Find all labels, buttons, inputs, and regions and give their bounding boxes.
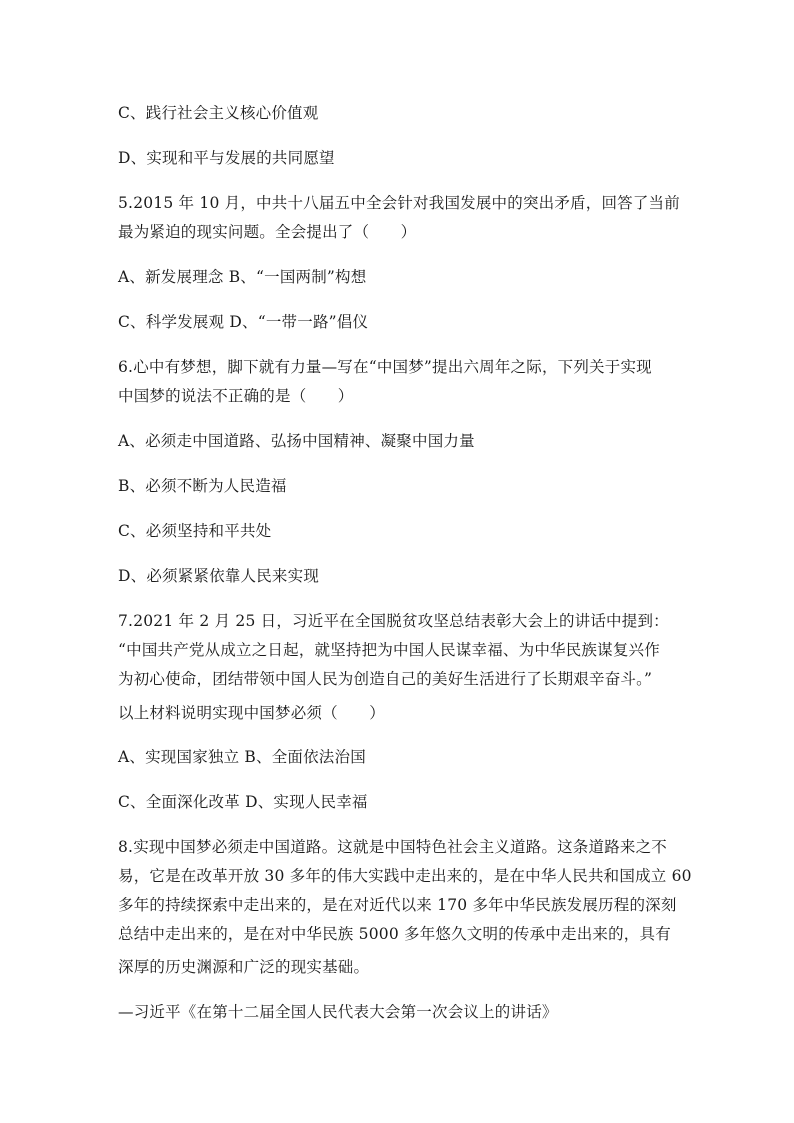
question-7-line-3: 为初心使命，团结带领中国人民为创造自己的美好生活进行了长期艰辛奋斗。” (118, 670, 653, 688)
quote-attribution: —习近平《在第十二届全国人民代表大会第一次会议上的讲话》 (118, 1003, 558, 1021)
question-6-line-1: 6.心中有梦想，脚下就有力量—写在“中国梦”提出六周年之际，下列关于实现 (118, 358, 652, 376)
question-6-option-d: D、必须紧紧依靠人民来实现 (118, 567, 320, 585)
question-5-line-1: 5.2015 年 10 月，中共十八届五中全会针对我国发展中的突出矛盾，回答了当前 (118, 194, 680, 212)
question-6-option-a: A、必须走中国道路、弘扬中国精神、凝聚中国力量 (118, 432, 475, 450)
question-6-line-2: 中国梦的说法不正确的是（ ） (118, 387, 354, 405)
question-8-line-2: 易，它是在改革开放 30 多年的伟大实践中走出来的，是在中华人民共和国成立 60 (118, 867, 692, 885)
question-7-line-4: 以上材料说明实现中国梦必须（ ） (118, 704, 385, 722)
question-7-line-1: 7.2021 年 2 月 25 日，习近平在全国脱贫攻坚总结表彰大会上的讲话中提到： (118, 612, 669, 630)
question-5-line-2: 最为紧迫的现实问题。全会提出了（ ） (118, 223, 417, 241)
question-5-options-cd: C、科学发展观 D、“一带一路”倡仪 (118, 313, 369, 331)
question-7-line-2: “中国共产党从成立之日起，就坚持把为中国人民谋幸福、为中华民族谋复兴作 (118, 641, 660, 659)
question-7-options-cd: C、全面深化改革 D、实现人民幸福 (118, 793, 368, 811)
question-7-options-ab: A、实现国家独立 B、全面依法治国 (118, 748, 366, 766)
question-8-line-4: 总结中走出来的，是在对中华民族 5000 多年悠久文明的传承中走出来的，具有 (118, 925, 671, 943)
option-d-line: D、实现和平与发展的共同愿望 (118, 149, 335, 167)
question-6-option-b: B、必须不断为人民造福 (118, 477, 287, 495)
question-5-options-ab: A、新发展理念 B、“一国两制”构想 (118, 268, 367, 286)
option-c-line: C、践行社会主义核心价值观 (118, 104, 319, 122)
question-6-option-c: C、必须坚持和平共处 (118, 522, 272, 540)
question-8-line-1: 8.实现中国梦必须走中国道路。这就是中国特色社会主义道路。这条道路来之不 (118, 838, 667, 856)
question-8-line-5: 深厚的历史渊源和广泛的现实基础。 (118, 958, 370, 976)
question-8-line-3: 多年的持续探索中走出来的，是在对近代以来 170 多年中华民族发展历程的深刻 (118, 896, 677, 914)
